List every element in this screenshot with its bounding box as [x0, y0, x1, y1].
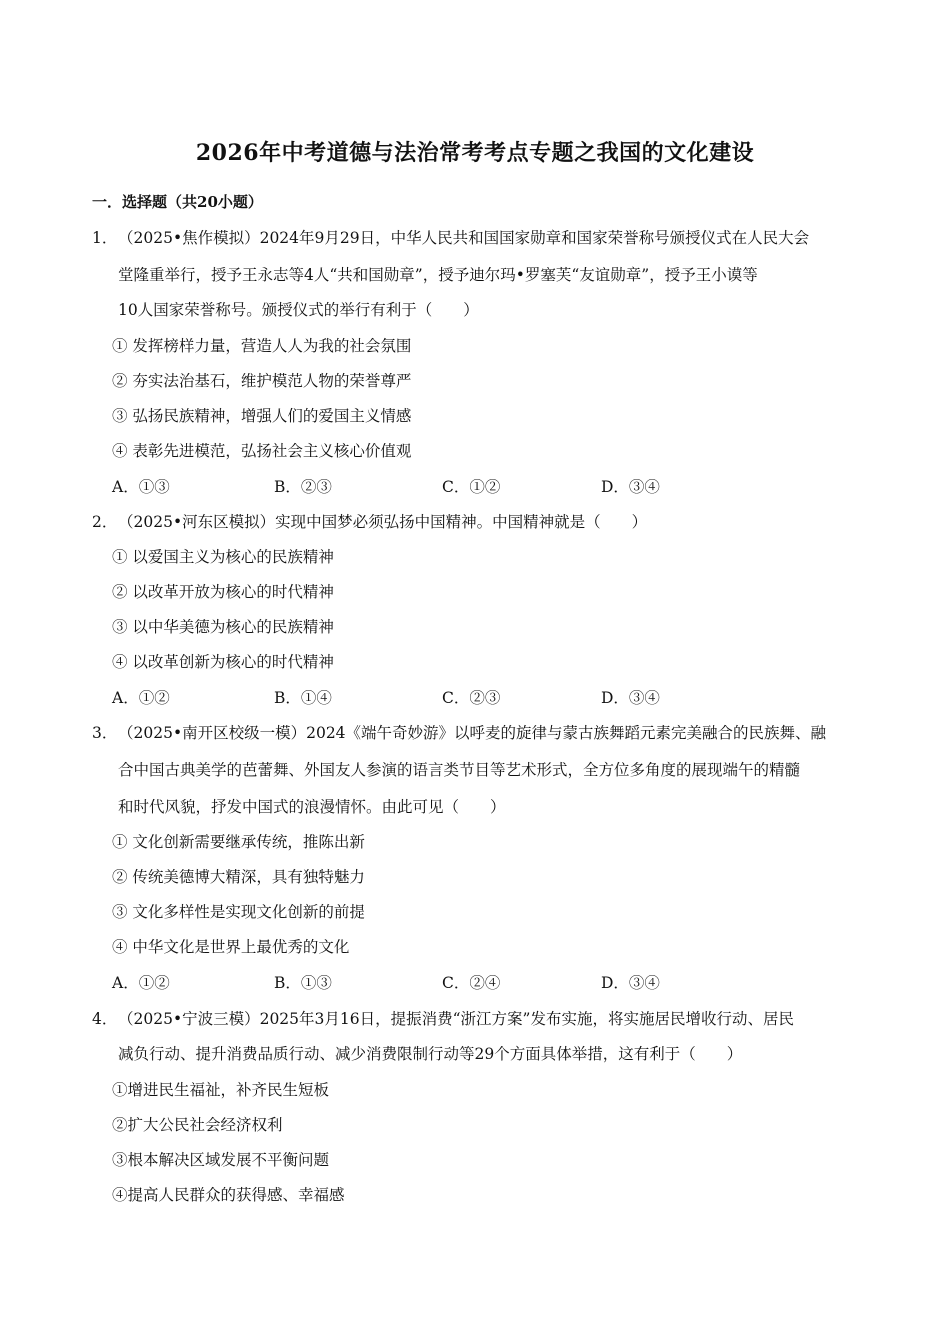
option-statement: ① 发挥榜样力量，营造人人为我的社会氛围: [112, 337, 412, 355]
answer-choice-a[interactable]: A．①③: [112, 478, 170, 496]
answer-choice-c[interactable]: C．②③: [442, 689, 501, 707]
question-number: 3．: [92, 724, 118, 742]
answer-choice-d[interactable]: D．③④: [601, 478, 660, 496]
answer-choice-d[interactable]: D．③④: [601, 974, 660, 992]
option-statement: ① 文化创新需要继承传统，推陈出新: [112, 833, 365, 851]
option-statement: ③根本解决区域发展不平衡问题: [112, 1151, 330, 1169]
section-heading: 一．选择题（共20小题）: [92, 193, 263, 211]
option-statement: ④提高人民群众的获得感、幸福感: [112, 1186, 345, 1204]
question-text-line: （2025•河东区模拟）实现中国梦必须弘扬中国精神。中国精神就是（ ）: [118, 513, 648, 531]
answer-choice-b[interactable]: B．②③: [274, 478, 332, 496]
option-statement: ④ 中华文化是世界上最优秀的文化: [112, 938, 350, 956]
option-statement: ③ 弘扬民族精神，增强人们的爱国主义情感: [112, 407, 412, 425]
option-statement: ③ 文化多样性是实现文化创新的前提: [112, 903, 365, 921]
answer-choice-b[interactable]: B．①④: [274, 689, 332, 707]
question-text-line: （2025•焦作模拟）2024年9月29日，中华人民共和国国家勋章和国家荣誉称号颁授仪式在人民大会: [118, 229, 810, 247]
question-text-line: 堂隆重举行，授予王永志等4人“共和国勋章”，授予迪尔玛•罗塞芙“友谊勋章”，授予王小谟等: [118, 266, 758, 284]
question-number: 1．: [92, 229, 118, 247]
answer-choice-b[interactable]: B．①③: [274, 974, 332, 992]
page-title: 2026年中考道德与法治常考考点专题之我国的文化建设: [195, 140, 755, 166]
question-text-line: （2025•宁波三模）2025年3月16日，提振消费“浙江方案”发布实施，将实施居民增收行动、居民: [118, 1010, 794, 1028]
option-statement: ④ 表彰先进模范，弘扬社会主义核心价值观: [112, 442, 412, 460]
option-statement: ② 夯实法治基石，维护模范人物的荣誉尊严: [112, 372, 412, 390]
question-text-line: 合中国古典美学的芭蕾舞、外国友人参演的语言类节目等艺术形式，全方位多角度的展现端午的精髓: [118, 761, 801, 779]
option-statement: ② 传统美德博大精深，具有独特魅力: [112, 868, 365, 886]
answer-choice-c[interactable]: C．②④: [442, 974, 501, 992]
answer-choice-c[interactable]: C．①②: [442, 478, 501, 496]
question-text-line: 和时代风貌，抒发中国式的浪漫情怀。由此可见（ ）: [118, 798, 506, 816]
option-statement: ② 以改革开放为核心的时代精神: [112, 583, 334, 601]
option-statement: ②扩大公民社会经济权利: [112, 1116, 283, 1134]
option-statement: ③ 以中华美德为核心的民族精神: [112, 618, 334, 636]
question-text-line: （2025•南开区校级一模）2024《端午奇妙游》以呼麦的旋律与蒙古族舞蹈元素完美融合的民族舞、融: [118, 724, 827, 742]
answer-choice-a[interactable]: A．①②: [112, 974, 170, 992]
answer-choice-d[interactable]: D．③④: [601, 689, 660, 707]
question-text-line: 10人国家荣誉称号。颁授仪式的举行有利于（ ）: [118, 301, 479, 319]
option-statement: ④ 以改革创新为核心的时代精神: [112, 653, 334, 671]
question-text-line: 减负行动、提升消费品质行动、减少消费限制行动等29个方面具体举措，这有利于（ ）: [118, 1045, 743, 1063]
answer-choice-a[interactable]: A．①②: [112, 689, 170, 707]
option-statement: ① 以爱国主义为核心的民族精神: [112, 548, 334, 566]
question-number: 2．: [92, 513, 118, 531]
question-number: 4．: [92, 1010, 118, 1028]
option-statement: ①增进民生福祉，补齐民生短板: [112, 1081, 330, 1099]
